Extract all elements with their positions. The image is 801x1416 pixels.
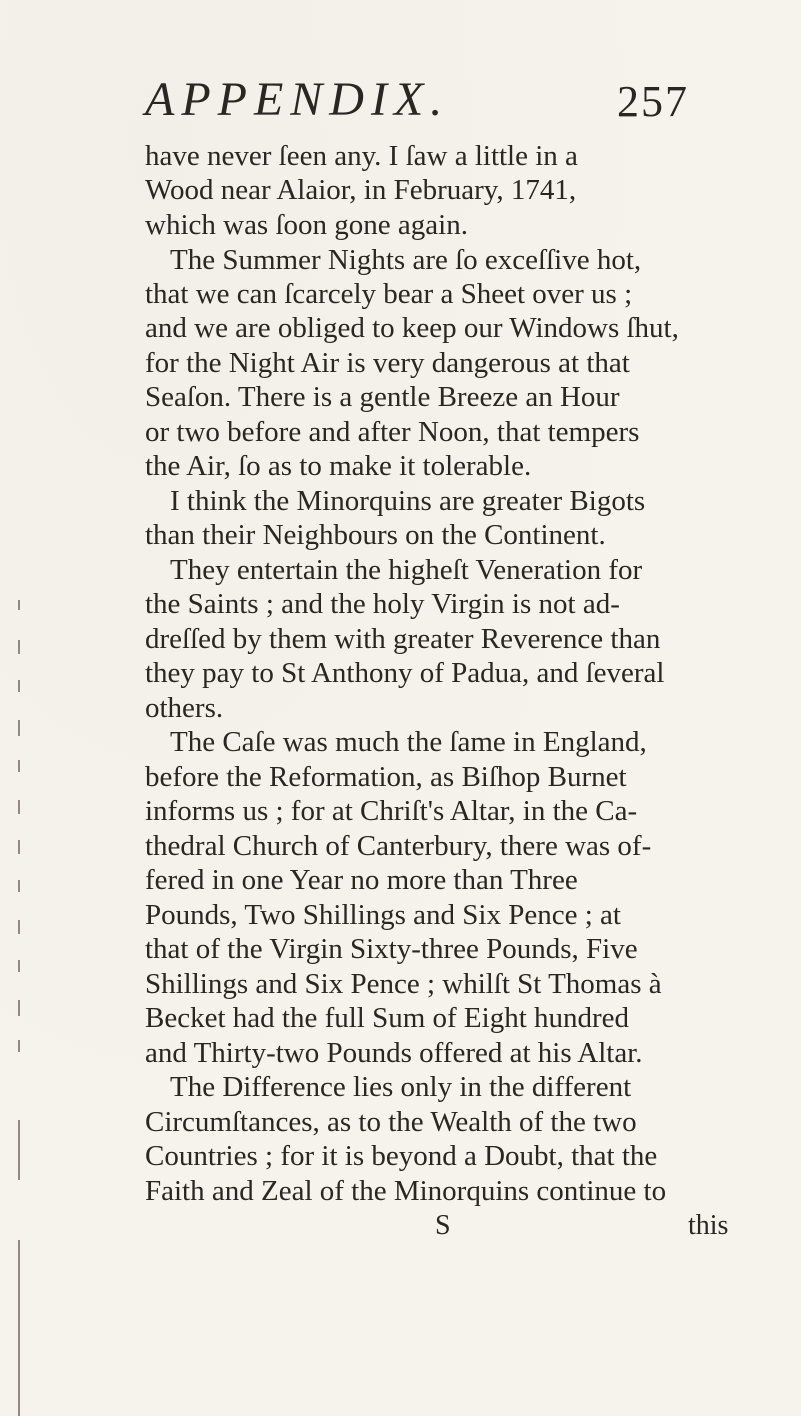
- text-line: I think the Minorquins are greater Bigots: [170, 485, 646, 517]
- text-line: Wood near Alaior, in February, 1741,: [145, 174, 577, 206]
- text-line: the Air, ſo as to make it tolerable.: [145, 450, 532, 482]
- text-line: the Saints ; and the holy Virgin is not ad-: [145, 588, 620, 620]
- gutter-mark: [18, 600, 20, 610]
- text-line: Circumſtances, as to the Wealth of the two: [145, 1106, 637, 1138]
- text-line: have never ſeen any. I ſaw a little in a: [145, 140, 578, 172]
- gutter-mark: [18, 880, 20, 892]
- text-line: or two before and after Noon, that tempers: [145, 416, 640, 448]
- text-line: dreſſed by them with greater Reverence than: [145, 623, 661, 655]
- text-line: The Summer Nights are ſo exceſſive hot,: [170, 244, 642, 276]
- text-line: Countries ; for it is beyond a Doubt, that the: [145, 1140, 658, 1172]
- signature-mark: S: [435, 1210, 451, 1241]
- gutter-mark: [18, 800, 20, 814]
- text-line: Pounds, Two Shillings and Six Pence ; at: [145, 899, 621, 931]
- gutter-mark: [18, 960, 20, 972]
- text-line: which was ſoon gone again.: [145, 209, 468, 241]
- text-line: that we can ſcarcely bear a Sheet over us ;: [145, 278, 633, 310]
- text-line: others.: [145, 692, 224, 724]
- text-line: that of the Virgin Sixty-three Pounds, Five: [145, 933, 638, 965]
- text-line: they pay to St Anthony of Padua, and ſeveral: [145, 657, 665, 689]
- text-line: They entertain the higheſt Veneration for: [170, 554, 643, 586]
- text-line: and Thirty-two Pounds offered at his Altar.: [145, 1037, 643, 1069]
- gutter-mark: [18, 680, 20, 692]
- text-line: fered in one Year no more than Three: [145, 864, 578, 896]
- gutter-mark: [18, 720, 20, 736]
- text-line: thedral Church of Canterbury, there was of-: [145, 830, 652, 862]
- gutter-mark: [18, 640, 20, 654]
- page-footer: [0, 1208, 801, 1248]
- text-line: before the Reformation, as Biſhop Burnet: [145, 761, 627, 793]
- gutter-mark: [18, 920, 20, 934]
- gutter-mark: [18, 760, 20, 772]
- running-head: APPENDIX.: [145, 73, 450, 126]
- text-line: Faith and Zeal of the Minorquins continue to: [145, 1175, 667, 1207]
- text-line: for the Night Air is very dangerous at that: [145, 347, 630, 379]
- page-number: 257: [617, 77, 689, 126]
- text-line: and we are obliged to keep our Windows ſhut,: [145, 312, 679, 344]
- binding-gutter: [0, 600, 34, 1416]
- text-line: The Caſe was much the ſame in England,: [170, 726, 647, 758]
- text-line: Shillings and Six Pence ; whilſt St Thomas à: [145, 968, 662, 1000]
- text-line: The Difference lies only in the different: [170, 1071, 632, 1103]
- catchword: this: [688, 1210, 729, 1241]
- text-line: than their Neighbours on the Continent.: [145, 519, 606, 551]
- text-line: informs us ; for at Chriſt's Altar, in the Ca-: [145, 795, 638, 827]
- gutter-mark: [18, 1000, 20, 1016]
- text-line: Seaſon. There is a gentle Breeze an Hour: [145, 381, 620, 413]
- gutter-mark: [18, 1040, 20, 1052]
- text-line: Becket had the full Sum of Eight hundred: [145, 1002, 630, 1034]
- gutter-mark: [18, 1120, 20, 1180]
- page-header: [145, 70, 745, 130]
- gutter-mark: [18, 840, 20, 854]
- gutter-mark: [18, 1240, 20, 1416]
